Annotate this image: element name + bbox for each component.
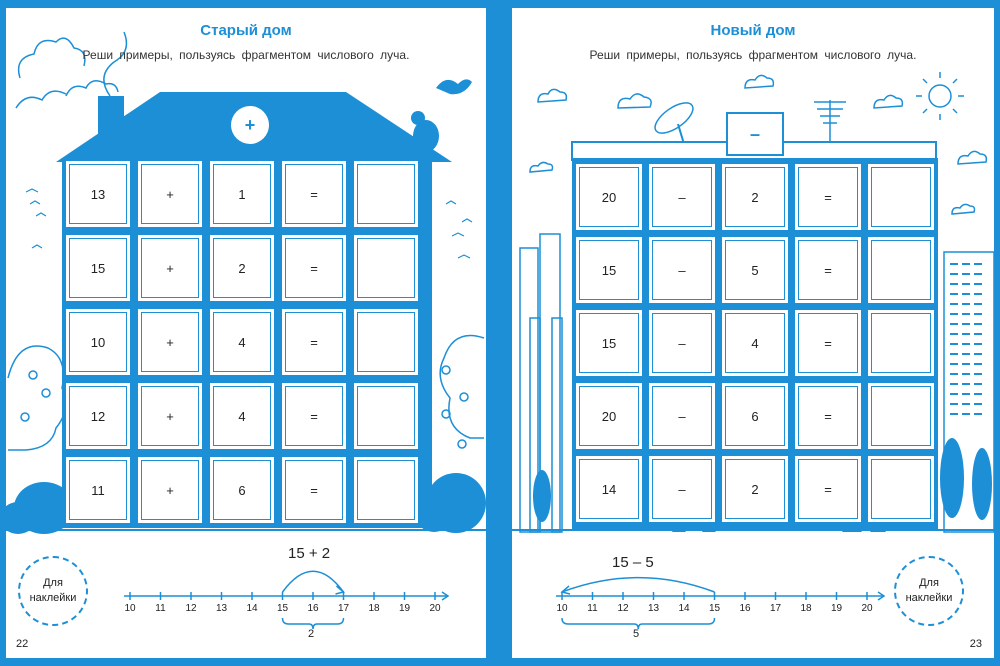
number-a: 15: [579, 240, 639, 300]
operator: +: [141, 164, 199, 224]
number-b: 2: [213, 238, 271, 298]
tick-label: 11: [155, 603, 166, 614]
sticker-label-line1: Для: [43, 577, 63, 589]
page-number: 23: [969, 638, 982, 650]
number-b: 4: [213, 386, 271, 446]
operator: –: [652, 386, 712, 446]
page-title: Старый дом: [200, 22, 292, 39]
page-title: Новый дом: [710, 22, 796, 39]
equals-sign: =: [798, 386, 858, 446]
tick-label: 18: [368, 603, 380, 614]
operator: +: [141, 312, 199, 372]
number-line-expression: 15 + 2: [288, 545, 331, 562]
number-b: 4: [213, 312, 271, 372]
tick-label: 14: [678, 603, 690, 614]
tick-label: 17: [769, 603, 782, 614]
number-a: 10: [69, 312, 127, 372]
number-b: 2: [725, 167, 785, 227]
equals-sign: =: [285, 238, 343, 298]
roof-plus-sign: +: [231, 106, 269, 144]
number-a: 15: [579, 313, 639, 373]
left-page: [6, 8, 486, 658]
tick-label: 16: [739, 603, 751, 614]
operator: –: [652, 313, 712, 373]
tick-label: 17: [337, 603, 350, 614]
tick-label: 12: [617, 603, 629, 614]
number-line-step-label: 5: [633, 628, 640, 640]
sticker-label-line2: наклейки: [29, 592, 77, 604]
number-a: 12: [69, 386, 127, 446]
equals-sign: =: [285, 312, 343, 372]
jump-arc: [562, 578, 715, 592]
tick-label: 18: [800, 603, 812, 614]
tick-label: 10: [556, 603, 568, 614]
number-line: [6, 8, 486, 658]
tick-label: 16: [307, 603, 319, 614]
number-a: 14: [579, 459, 639, 519]
tick-label: 20: [861, 603, 873, 614]
number-a: 13: [69, 164, 127, 224]
number-b: 4: [725, 313, 785, 373]
number-b: 6: [725, 386, 785, 446]
tick-label: 19: [830, 603, 843, 614]
number-a: 20: [579, 386, 639, 446]
equals-sign: =: [798, 167, 858, 227]
equals-sign: =: [798, 240, 858, 300]
operator: –: [652, 240, 712, 300]
equals-sign: =: [798, 313, 858, 373]
tick-label: 12: [185, 603, 197, 614]
jump-arc: [283, 571, 344, 592]
operator: –: [652, 459, 712, 519]
number-a: 15: [69, 238, 127, 298]
operator: –: [652, 167, 712, 227]
number-a: 11: [69, 460, 127, 520]
tick-label: 15: [708, 603, 721, 614]
right-page: [512, 8, 994, 658]
number-b: 2: [725, 459, 785, 519]
tick-label: 13: [647, 603, 660, 614]
equals-sign: =: [285, 460, 343, 520]
equals-sign: =: [285, 386, 343, 446]
tick-label: 15: [276, 603, 289, 614]
number-line: [512, 8, 994, 658]
sticker-label-line1: Для: [919, 577, 939, 589]
number-a: 20: [579, 167, 639, 227]
equals-sign: =: [798, 459, 858, 519]
operator: +: [141, 238, 199, 298]
operator: +: [141, 386, 199, 446]
tick-label: 19: [398, 603, 411, 614]
equals-sign: =: [285, 164, 343, 224]
page-number: 22: [16, 638, 29, 650]
instruction-text: Реши примеры, пользуясь фрагментом числового луча.: [589, 48, 917, 62]
instruction-text: Реши примеры, пользуясь фрагментом числового луча.: [82, 48, 410, 62]
sticker-label-line2: наклейки: [905, 592, 953, 604]
number-line-step-label: 2: [308, 628, 315, 640]
number-b: 6: [213, 460, 271, 520]
tick-label: 13: [215, 603, 228, 614]
operator: +: [141, 460, 199, 520]
number-line-expression: 15 – 5: [612, 554, 654, 571]
tick-label: 20: [429, 603, 441, 614]
number-b: 1: [213, 164, 271, 224]
tick-label: 11: [587, 603, 598, 614]
tick-label: 10: [124, 603, 136, 614]
tick-label: 14: [246, 603, 258, 614]
number-b: 5: [725, 240, 785, 300]
roof-minus-sign: –: [726, 112, 784, 156]
